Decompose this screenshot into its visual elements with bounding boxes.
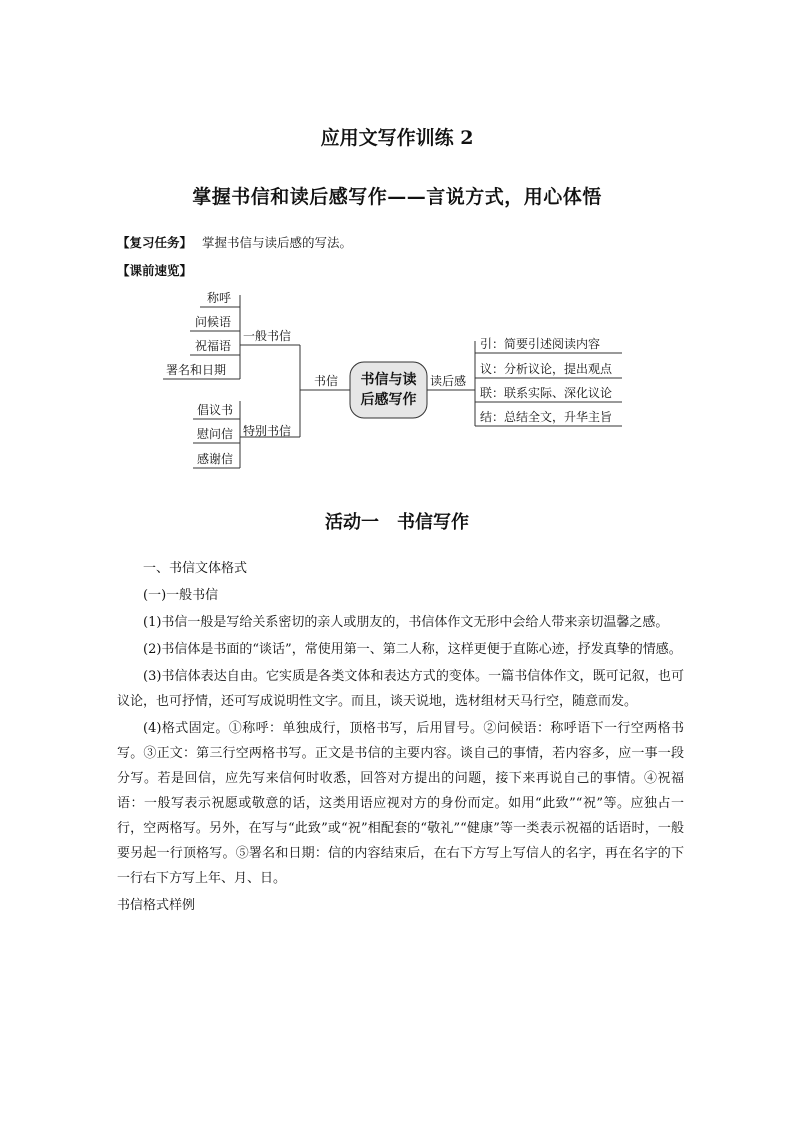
mm-right-branch: 读后感	[430, 374, 467, 388]
paragraph: (3)书信体表达自由。它实质是各类文体和表达方式的变体。一篇书信体作文，既可记叙，也可议论，也可抒情，还可写成说明性文字。而且，谈天说地，选材组材天马行空，随意而发。	[117, 669, 684, 709]
sample-label: 书信格式样例	[117, 898, 196, 913]
page-subtitle: 掌握书信和读后感写作——言说方式，用心体悟	[192, 186, 602, 208]
page-title: 应用文写作训练 2	[320, 127, 474, 149]
activity-title: 活动一 书信写作	[325, 512, 469, 533]
paragraph: (1)书信一般是写给关系密切的亲人或朋友的，书信体作文无形中会给人带来亲切温馨之感。	[143, 615, 669, 630]
mm-left-branch: 书信	[314, 374, 339, 388]
mm-special-item: 倡议书	[197, 403, 234, 417]
mm-general-item: 问候语	[195, 315, 232, 329]
review-task-text: 掌握书信与读后感的写法。	[202, 235, 353, 250]
mm-review-item: 议：分析议论，提出观点	[480, 362, 613, 376]
mm-center	[350, 370, 427, 410]
mm-special-item: 慰问信	[197, 427, 234, 441]
mm-general-item: 祝福语	[195, 339, 232, 353]
activity-body	[117, 556, 684, 920]
subsection-heading: (一)一般书信	[143, 588, 219, 603]
mm-review-item: 联：联系实际、深化议论	[480, 386, 613, 400]
mm-center-line: 后感写作	[360, 392, 417, 408]
paragraph: (4)格式固定。①称呼：单独成行，顶格书写，后用冒号。②问候语：称呼语下一行空两格书写。③正文：第三行空两格书写。正文是书信的主要内容。谈自己的事情，若内容多，应一事一段分写。若是回信，应先写来信何时收悉，回答对方提出的问题，接下来再说自己的事情。④祝福语：一般写表示祝愿或敬意的话，这类用语应视对方的身份而定。如用“此致”“祝”等。应独占一行，空两格写。另外，在写与“此致”或“祝”相配套的“敬礼”“健康”等一类表示祝福的话语时，一般要另起一行顶格写。⑤署名和日期：信的内容结束后，在右下方写上写信人的名字，再在名字的下一行右下方写上年、月、日。	[117, 721, 684, 886]
mm-general-item: 称呼	[207, 291, 232, 305]
paragraph: (2)书信体是书面的“谈话”，常使用第一、第二人称，这样更便于直陈心迹，抒发真挚的情感。	[143, 642, 682, 657]
mm-center-line: 书信与读	[360, 372, 417, 388]
mm-special-letter: 特别书信	[243, 424, 292, 438]
preview-label: 【课前速览】	[117, 263, 193, 278]
mm-review-item: 结：总结全文，升华主旨	[480, 410, 613, 424]
section-heading: 一、书信文体格式	[143, 561, 248, 576]
mm-general-letter: 一般书信	[243, 329, 292, 343]
mm-special-item: 感谢信	[197, 452, 234, 466]
review-task-label: 【复习任务】	[117, 235, 193, 250]
mm-review-item: 引：简要引述阅读内容	[480, 337, 601, 351]
mm-general-item: 署名和日期	[166, 363, 227, 377]
